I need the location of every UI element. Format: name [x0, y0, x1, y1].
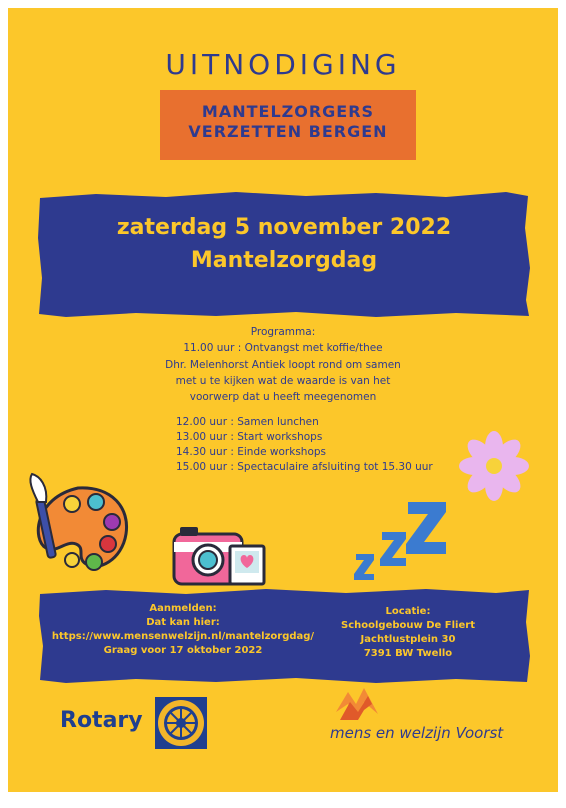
program-intro-desc-2: met u te kijken wat de waarde is van het [175, 375, 391, 387]
program-heading: Programma: [250, 326, 316, 338]
program-intro-desc-3: voorwerp dat u heeft meegenomen [189, 391, 377, 403]
program-item: 15.00 uur : Spectaculaire afsluiting tot 15.30 uur [176, 461, 433, 473]
location-city: 7391 BW Twello [363, 648, 453, 659]
location-label: Locatie: [385, 606, 431, 617]
program-intro-desc-1: Dhr. Melenhorst Antiek loopt rond om samen [165, 359, 401, 371]
sleep-zzz-icon [346, 496, 450, 590]
registration-sub: Dat kan hier: [146, 617, 220, 628]
page-title: UITNODIGING [165, 48, 401, 81]
mens-en-welzijn-logo-icon [334, 684, 380, 722]
registration-link[interactable]: https://www.mensenwelzijn.nl/mantelzorgdag/ [51, 631, 315, 642]
camera-icon [172, 522, 268, 588]
program-item: 12.00 uur : Samen lunchen [176, 416, 319, 428]
subtitle-line-1: MANTELZORGERS [201, 102, 375, 121]
subtitle [160, 102, 416, 142]
registration-deadline: Graag voor 17 oktober 2022 [103, 645, 263, 656]
rotary-wheel-icon [154, 696, 208, 750]
registration-label: Aanmelden: [149, 603, 217, 614]
program-intro-time: 11.00 uur : Ontvangst met koffie/thee [183, 342, 383, 354]
program-item: 13.00 uur : Start workshops [176, 431, 323, 443]
subtitle-line-2: VERZETTEN BERGEN [188, 122, 388, 141]
flower-icon [456, 428, 532, 504]
program-item: 14.30 uur : Einde workshops [176, 446, 326, 458]
palette-icon [22, 468, 134, 588]
location-venue: Schoolgebouw De Fliert [341, 620, 475, 631]
invitation-poster [8, 8, 558, 792]
event-date: zaterdag 5 november 2022 [116, 215, 452, 240]
partner-logo-text: mens en welzijn Voorst [330, 724, 504, 742]
rotary-logo-text: Rotary [60, 708, 143, 733]
event-name: Mantelzorgdag [190, 248, 378, 273]
location-street: Jachtlustplein 30 [360, 634, 456, 645]
